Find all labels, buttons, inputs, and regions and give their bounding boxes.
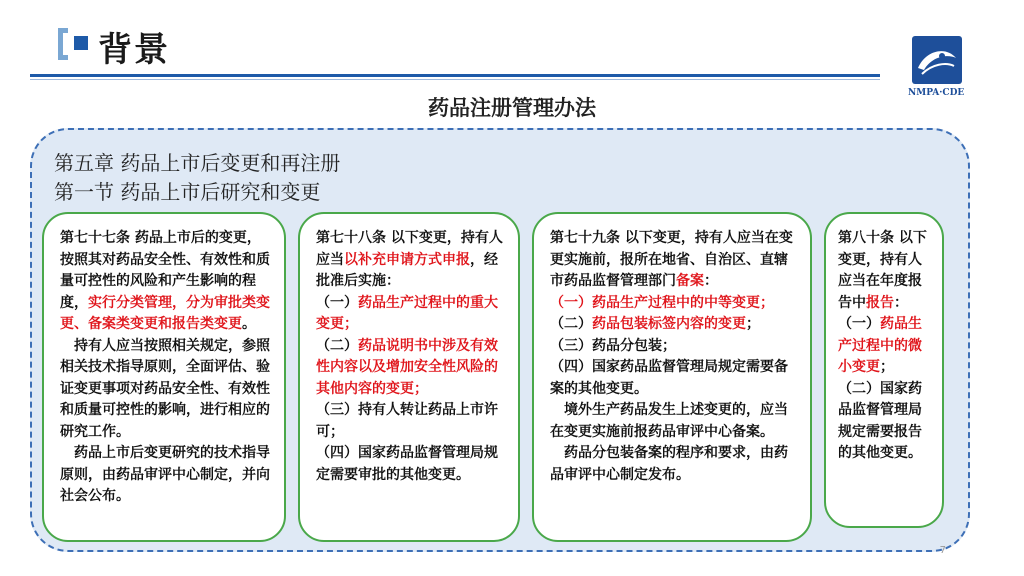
article-79-item-4: （四）国家药品监督管理局规定需要备案的其他变更。	[550, 359, 788, 397]
logo-label: NMPA·CDE	[908, 88, 965, 98]
article-77-para-2: 持有人应当按照相关规定，参照相关技术指导原则，全面评估、验证变更事项对药品安全性、有效性和质量可控性的影响，进行相应的研究工作。	[60, 337, 270, 440]
article-77-para-1	[60, 228, 272, 336]
title-square-icon	[74, 36, 88, 50]
article-80-highlight: 报告	[866, 294, 894, 311]
article-78-card	[298, 212, 520, 542]
article-80-punct: ：	[894, 294, 908, 311]
article-79-card	[532, 212, 812, 542]
article-77-card	[42, 212, 286, 542]
item-number: （一）	[838, 316, 880, 332]
chapter-heading: 第五章 药品上市后变更和再注册	[54, 151, 341, 175]
item-punct: ；	[746, 316, 760, 332]
article-79-item-1: （一）药品生产过程中的中等变更；	[550, 294, 774, 311]
article-80-text: 第八十条 以下变更，持有人应当在年度报告中	[838, 230, 927, 311]
article-80-item-2: （二）国家药品监督管理局规定需要报告的其他变更。	[838, 380, 922, 461]
article-78-item-2	[316, 336, 506, 401]
article-77-para-3: 药品上市后变更研究的技术指导原则，由药品审评中心制定，并向社会公布。	[60, 445, 270, 504]
article-79-item-2	[550, 314, 798, 336]
article-77-highlight: 实行分类管理，分为审批类变更、备案类变更和报告类变更	[60, 294, 270, 332]
title-bracket-decoration	[58, 28, 68, 60]
article-79-para-2: 境外生产药品发生上述变更的，应当在变更实施前报药品审评中心备案。	[550, 402, 788, 440]
article-79-punct: ：	[704, 273, 718, 289]
article-78-para-1	[316, 228, 506, 293]
article-79-text: 第七十九条 以下变更，持有人应当在变更实施前，报所在地省、自治区、直辖市药品监督管理部门	[550, 230, 793, 289]
article-80-card	[824, 212, 944, 528]
article-78-text: 第七十八条 以下变更，持有人应当	[316, 230, 503, 268]
slide-title: 背景	[98, 30, 170, 70]
article-79-highlight: 备案	[676, 273, 704, 289]
article-78-punct: ，经批准后实施：	[316, 251, 498, 289]
header-divider	[30, 74, 880, 77]
article-80-item-1	[838, 314, 934, 379]
article-78-highlight: 以补充申请方式申报	[344, 251, 470, 268]
item-number: （二）	[550, 316, 592, 332]
item-number: （二）	[316, 337, 358, 354]
article-78-item-4: （四）国家药品监督管理局规定需要审批的其他变更。	[316, 445, 498, 483]
section-heading: 第一节 药品上市后研究和变更	[54, 180, 321, 204]
document-title: 药品注册管理办法	[428, 96, 596, 120]
item-highlight: 药品包装标签内容的变更	[592, 316, 746, 332]
item-highlight: 药品生产过程中的重大变更；	[316, 294, 498, 332]
article-78-item-3: （三）持有人转让药品上市许可；	[316, 402, 498, 440]
article-79-para-3: 药品分包装备案的程序和要求，由药品审评中心制定发布。	[550, 445, 788, 483]
item-highlight: 药品说明书中涉及有效性内容以及增加安全性风险的其他内容的变更；	[316, 337, 498, 397]
article-80-para-1	[838, 228, 934, 314]
article-77-punct: 。	[242, 316, 256, 332]
article-77-text: 第七十七条 药品上市后的变更，按照其对药品安全性、有效性和质量可控性的风险和产生影响的程度，	[60, 230, 270, 311]
article-79-para-1	[550, 228, 798, 293]
item-punct: ；	[880, 359, 894, 375]
item-number: （一）	[316, 294, 358, 311]
logo-emblem-icon	[912, 36, 962, 84]
article-78-item-1	[316, 293, 506, 336]
article-79-item-3: （三）药品分包装；	[550, 337, 676, 354]
header-divider-thin	[30, 79, 880, 80]
page-number: 7	[939, 545, 946, 556]
item-highlight: 药品生产过程中的微小变更	[838, 316, 922, 375]
